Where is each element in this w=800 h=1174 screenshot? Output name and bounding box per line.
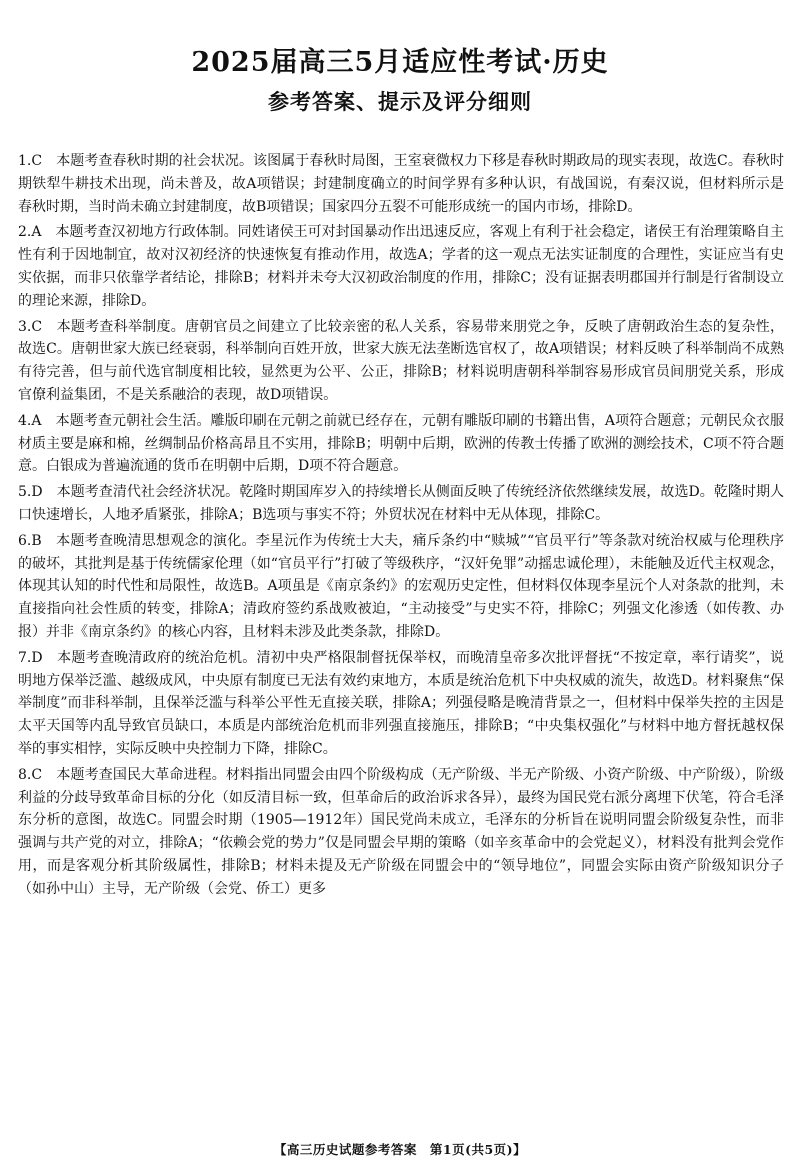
- answer-item-4: 4.A 本题考查元朝社会生活。雕版印刷在元朝之前就已经存在，元朝有雕版印刷的书籍出售，A项符合题意；元朝民众衣服材质主要是麻和棉，丝绸制品价格高昂且不实用，排除B；明朝中后期，欧洲的传教士传播了欧洲的测绘技术，C项不符合题意。白银成为普遍流通的货币在明朝中后期，D项不符合题意。: [18, 412, 784, 475]
- page-subtitle: 参考答案、提示及评分细则: [268, 89, 532, 114]
- answer-item-6: 6.B 本题考查晚清思想观念的演化。李星沅作为传统士大夫，痛斥条约中“赎城”“官员平行”等条款对统治权威与伦理秩序的破坏，其批判是基于传统儒家伦理（如“官员平行”打破了等级秩序，“汉奸免罪”动摇忠诚伦理），未能触及近代主权观念，体现其认知的时代性和局限性，故选B。A项虽是《南京条约》的宏观历史定性，但材料仅体现李星沅个人对条款的批判，未直接指向社会性质的转变，排除A；清政府签约系战败被迫，“主动接受”与史实不符，排除C；列强文化渗透（如传教、办报）并非《南京条约》的核心内容，且材料未涉及此类条款，排除D。: [18, 532, 784, 640]
- page-footer: 【高三历史试题参考答案 第1页(共5页)】: [273, 1142, 527, 1157]
- page-title: 2025届高三5月适应性考试·历史: [191, 47, 609, 78]
- answer-item-2: 2.A 本题考查汉初地方行政体制。同姓诸侯王可对封国暴动作出迅速反应，客观上有利于社会稳定，诸侯王有治理策略自主性有利于因地制宜，故对汉初经济的快速恢复有推动作用，故选A；学者的这一观点无法实证制度的合理性，实证应当有史实依据，而非只依靠学者结论，排除B；材料并未夸大汉初政治制度的作用，排除C；没有证据表明郡国并行制是行省制设立的理论来源，排除D。: [18, 224, 784, 309]
- answer-item-5: 5.D 本题考查清代社会经济状况。乾隆时期国库岁入的持续增长从侧面反映了传统经济依然继续发展，故选D。乾隆时期人口快速增长，人地矛盾紧张，排除A；B选项与事实不符；外贸状况在材料中无从体现，排除C。: [18, 484, 784, 523]
- answer-item-1: 1.C 本题考查春秋时期的社会状况。该图属于春秋时局图，王室衰微权力下移是春秋时期政局的现实表现，故选C。春秋时期铁犁牛耕技术出现，尚未普及，故A项错误；封建制度确立的时间学界有多种认识，有战国说，有秦汉说，但材料所示是春秋时期，当时尚未确立封建制度，故B项错误；国家四分五裂不可能形成统一的国内市场，排除D。: [18, 153, 784, 215]
- answer-item-8: 8.C 本题考查国民大革命进程。材料指出同盟会由四个阶级构成（无产阶级、半无产阶级、小资产阶级、中产阶级），阶级利益的分歧导致革命目标的分化（如反清目标一致，但革命后的政治诉求各异），最终为国民党右派分离埋下伏笔，符合毛泽东分析的意图，故选C。同盟会时期（1905—1912年）国民党尚未成立，毛泽东的分析旨在说明同盟会阶级复杂性，而非强调与共产党的对立，排除A；“依赖会党的势力”仅是同盟会早期的策略（如辛亥革命中的会党起义），材料没有批判会党作用，而是客观分析其阶级属性，排除B；材料未提及无产阶级在同盟会中的“领导地位”，同盟会实际由资产阶级知识分子（如孙中山）主导，无产阶级（会党、侨工）更多: [18, 766, 784, 897]
- answer-item-3: 3.C 本题考查科举制度。唐朝官员之间建立了比较亲密的私人关系，容易带来朋党之争，反映了唐朝政治生态的复杂性，故选C。唐朝世家大族已经衰弱，科举制向百姓开放，世家大族无法垄断选官权了，故A项错误；材料反映了科举制尚不成熟有待完善，但与前代选官制度相比较，显然更为公平、公正，排除B；材料说明唐朝科举制容易形成官员间朋党关系，形成官僚利益集团，不是关系融洽的表现，故D项错误。: [18, 318, 784, 403]
- answer-item-7: 7.D 本题考查晚清政府的统治危机。清初中央严格限制督抚保举权，而晚清皇帝多次批评督抚“不按定章，率行请奖”，说明地方保举泛滥、越级成风，中央原有制度已无法有效约束地方，本质是统治危机下中央权威的流失，故选D。材料聚焦“保举制度”而非科举制，且保举泛滥与科举公平性无直接关联，排除A；列强侵略是晚清背景之一，但材料中保举失控的主因是太平天国等内乱导致官员缺口，本质是内部统治危机而非列强直接施压，排除B；“中央集权强化”与材料中地方督抚越权保举的事实相悖，实际反映中央控制力下降，排除C。: [18, 649, 784, 757]
- answer-list: [18, 150, 784, 904]
